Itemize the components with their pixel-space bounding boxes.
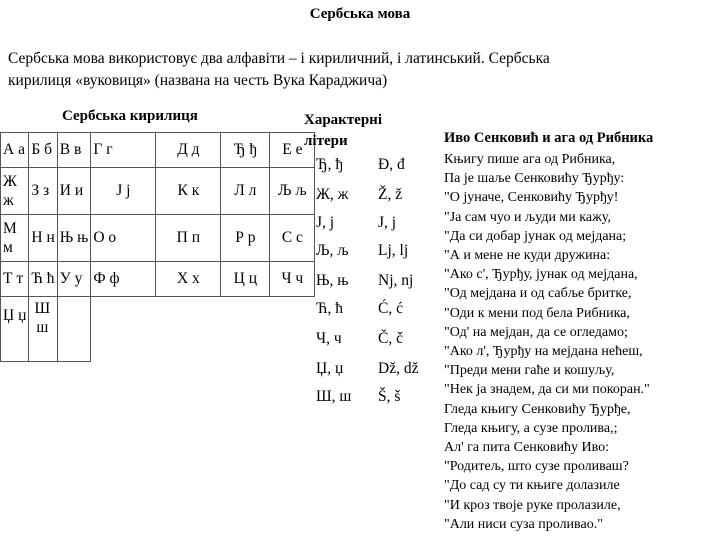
latin-pair: Lj, lj — [378, 242, 409, 259]
table-cell: П п — [156, 215, 221, 262]
latin-pair: Ć, ć — [378, 300, 403, 317]
table-cell: Б б — [29, 133, 57, 168]
table-cell: А а — [1, 133, 29, 168]
cyrillic-pair: Љ, љ — [316, 242, 349, 259]
table-row — [1, 133, 315, 168]
latin-pair: Dž, dž — [378, 360, 419, 377]
poem-line: "А и мене не куди дружина: — [444, 248, 611, 264]
heading-line: літери — [304, 133, 348, 149]
poem-text — [444, 150, 650, 534]
list-item — [306, 330, 436, 352]
poem-line: Ал' га пита Сенковићу Иво: — [444, 440, 609, 456]
characteristic-letters-heading — [304, 110, 382, 152]
table-cell: И и — [57, 168, 91, 215]
poem-line: Књигу пише ага од Рибника, — [444, 152, 616, 167]
cyrillic-pair: Ђ, ђ — [316, 156, 343, 173]
list-item — [306, 186, 436, 208]
poem-line: "Родитељ, што сузе проливаш? — [444, 459, 629, 475]
table-cell: Ћ ћ — [29, 262, 57, 297]
latin-pair: Ž, ž — [378, 186, 403, 203]
table-cell: Р р — [221, 215, 270, 262]
table-cell: Џ џ — [1, 297, 29, 362]
table-cell — [29, 297, 57, 362]
poem-line: Па је шаље Сенковићу Ђурђу: — [444, 171, 625, 187]
poem-line: "Ако с', Ђурђу, јунак од мејдана, — [444, 267, 638, 283]
list-item — [306, 272, 436, 294]
poem-line: Гледа књигу, а сузе пролива,; — [444, 420, 618, 436]
table-cell: Ф ф — [91, 262, 156, 297]
table-cell: Г г — [91, 133, 156, 168]
latin-pair: Č, č — [378, 330, 403, 347]
cyrillic-pair: Ж, ж — [316, 186, 349, 203]
list-item — [306, 360, 436, 382]
table-cell: Н н — [29, 215, 57, 262]
table-cell: К к — [156, 168, 221, 215]
poem-line: "Нек ја знадем, да си ми покоран." — [444, 382, 650, 398]
table-cell: Ј ј — [91, 168, 156, 215]
table-row — [1, 168, 315, 215]
table-cell: Т т — [1, 262, 29, 297]
list-item — [306, 214, 436, 236]
cell-text: М м — [3, 220, 17, 256]
cyrillic-pair: Ш, ш — [316, 388, 352, 405]
poem-line: "Од' на мејдан, да се огледамо; — [444, 324, 628, 340]
latin-pair: Š, š — [378, 388, 401, 405]
list-item — [306, 242, 436, 264]
cyrillic-pair: Ћ, ћ — [316, 300, 343, 317]
poem-line: "Ја сам чуо и људи ми кажу, — [444, 209, 611, 225]
cyrillic-pair: Ч, ч — [316, 330, 342, 347]
poem-line: Гледа књигу Сенковићу Ђурђе, — [444, 401, 631, 417]
table-cell: В в — [57, 133, 91, 168]
cell-text: Ж ж — [3, 173, 17, 209]
intro-paragraph — [8, 48, 708, 92]
poem-line: "Да си добар јунак од мејдана; — [444, 228, 627, 244]
table-cell: О о — [91, 215, 156, 262]
cyrillic-alphabet-table — [0, 132, 315, 362]
page-title: Сербська мова — [309, 6, 411, 22]
latin-pair: J, j — [378, 214, 397, 231]
poem-title: Иво Сенковић и ага од Рибника — [444, 130, 654, 146]
intro-line: кирилиця «вуковиця» (названа на честь Вука Караджича) — [8, 72, 388, 89]
poem-line: "Од мејдана и од сабље бритке, — [444, 286, 632, 302]
table-cell: Ц ц — [221, 262, 270, 297]
table-cell: З з — [29, 168, 57, 215]
list-item — [306, 300, 436, 322]
list-item — [306, 388, 436, 410]
cell-text: Ш ш — [34, 300, 51, 336]
table-cell: Е е — [270, 133, 315, 168]
table-cell: Д д — [156, 133, 221, 168]
table-cell: Л л — [221, 168, 270, 215]
cyrillic-pair: Џ, џ — [316, 360, 344, 377]
heading-line: Характерні — [304, 112, 382, 128]
poem-line: "Али ниси суза проливао." — [444, 516, 603, 532]
table-cell: Ђ ђ — [221, 133, 270, 168]
table-cell — [1, 168, 29, 215]
table-cell: Љ љ — [270, 168, 315, 215]
cyrillic-pair: Њ, њ — [316, 272, 349, 289]
latin-pair: Đ, đ — [378, 156, 405, 173]
table-row — [1, 215, 315, 262]
poem-line: "Оди к мени под бела Рибника, — [444, 305, 630, 321]
poem-line: "О јуначе, Сенковићу Ђурђу! — [444, 190, 619, 206]
intro-line: Сербська мова використовує два алфавіти – і кириличний, і латинський. Сербська — [8, 50, 550, 67]
latin-pair: Nj, nj — [378, 272, 414, 289]
cyrillic-pair: Ј, ј — [316, 214, 335, 231]
poem-line: "Ако л', Ђурђу на мејдана нећеш, — [444, 344, 643, 360]
table-cell: С с — [270, 215, 315, 262]
poem-line: "До сад су ти књиге долазиле — [444, 478, 620, 494]
poem-line: "Преди мени гаће и кошуљу, — [444, 363, 615, 379]
cyrillic-table-heading: Сербська кирилиця — [62, 108, 198, 124]
table-cell: Х х — [156, 262, 221, 297]
table-cell — [57, 297, 91, 362]
table-cell: Ч ч — [270, 262, 315, 297]
table-row — [1, 262, 315, 297]
table-cell: У у — [57, 262, 91, 297]
table-row — [1, 297, 315, 362]
table-cell — [1, 215, 29, 262]
table-cell: Њ њ — [57, 215, 91, 262]
poem-line: "И кроз твоје руке пролазиле, — [444, 497, 621, 513]
list-item — [306, 156, 436, 178]
